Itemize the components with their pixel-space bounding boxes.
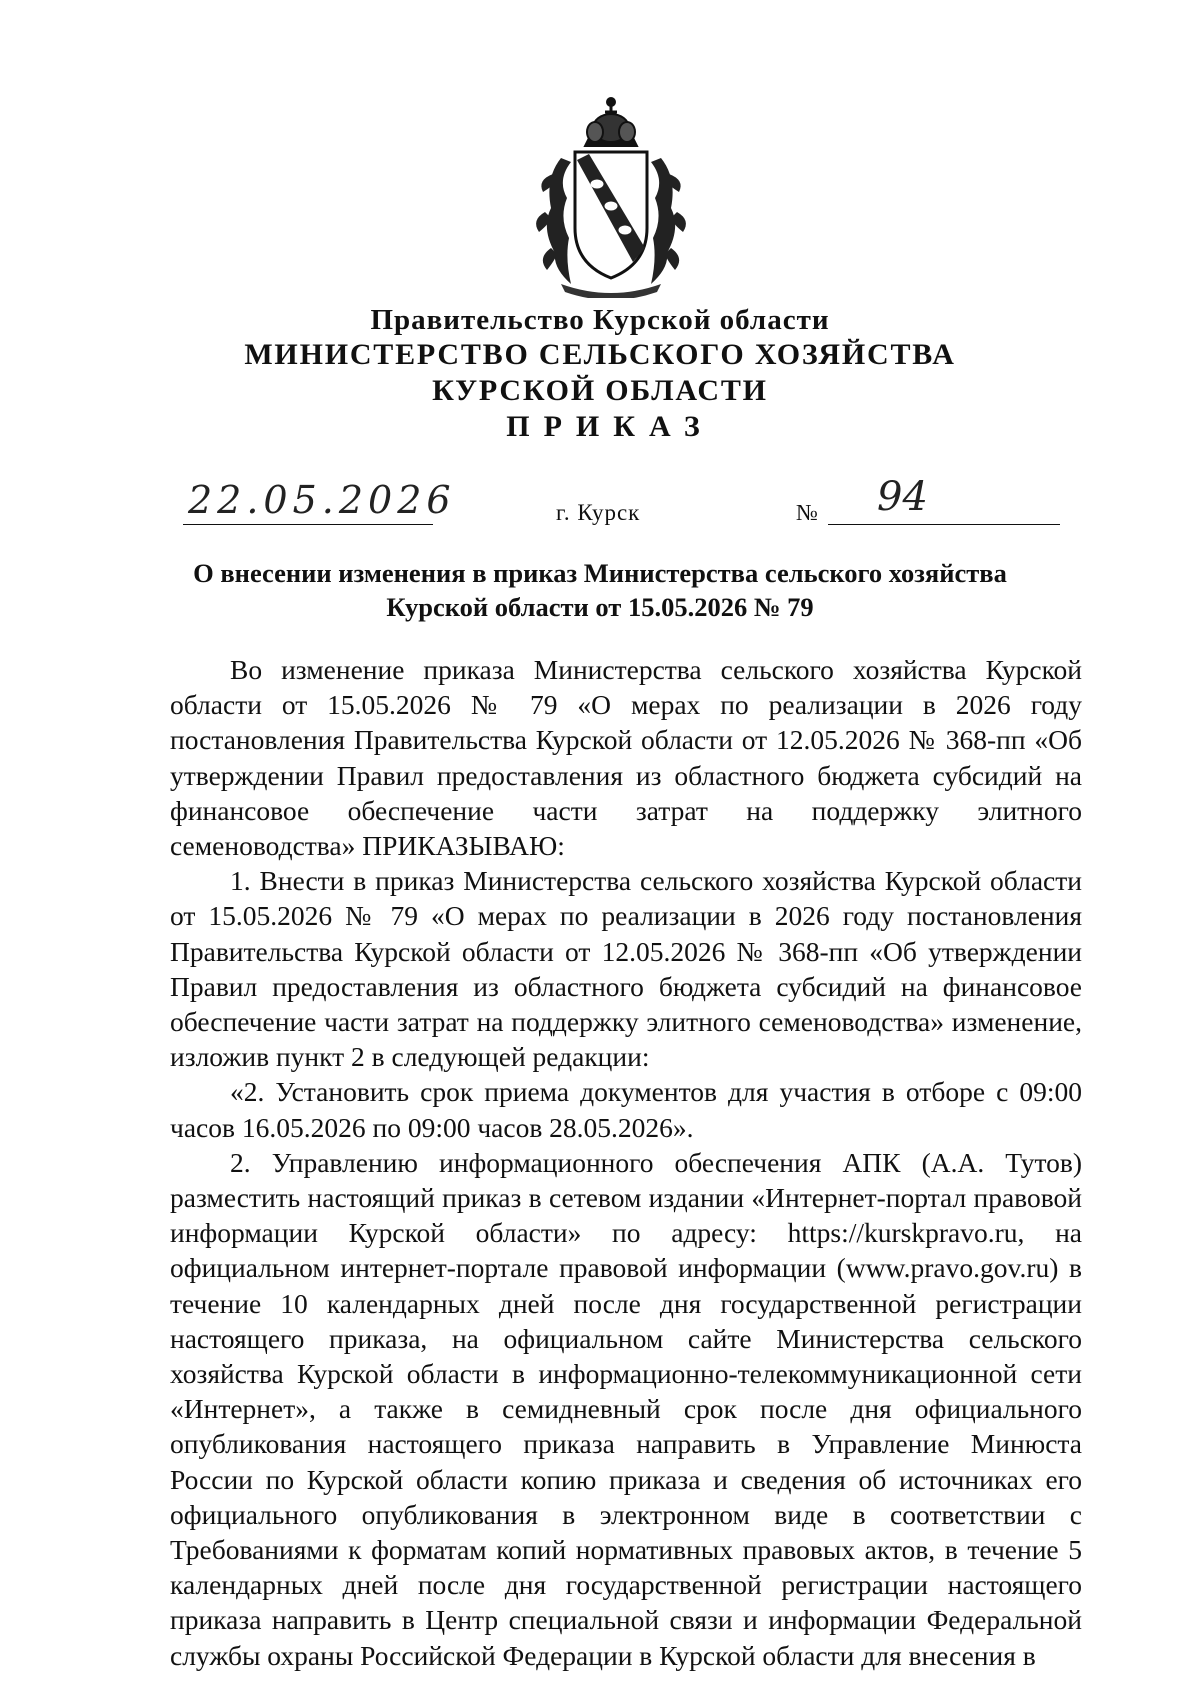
number-underline [828, 484, 1060, 525]
title-line1: О внесении изменения в приказ Министерства сельского хозяйства [193, 558, 1007, 588]
paragraph-item-2: 2. Управлению информационного обеспечения АПК (А.А. Тутов) разместить настоящий приказ в сетевом издании «Интернет-портал правовой информации Курской области» по адресу: https://kurskpravo.ru, на официальном интернет-портале правовой информации (www.pravo.gov.ru) в течение 10 календарных дней после дня государственной регистрации настоящего приказа, на официальном сайте Министерства сельского хозяйства Курской области в информационно-телекоммуникационной сети «Интернет», а также в семидневный срок после дня официального опубликования настоящего приказа направить в Управление Минюста России по Курской области копию приказа и сведения об источниках его официального опубликования в электронном виде в соответствии с Требованиями к форматам копий нормативных правовых актов, в течение 5 календарных дней после дня государственной регистрации настоящего приказа направить в Центр специальной связи и информации Федеральной службы охраны Российской Федерации в Курской области для внесения в [170, 1146, 1082, 1671]
ministry-name-line2: КУРСКОЙ ОБЛАСТИ [432, 374, 768, 407]
title-line2: Курской области от 15.05.2026 № 79 [386, 592, 814, 622]
paragraph-preamble: Во изменение приказа Министерства сельского хозяйства Курской области от 15.05.2026 № 79 «О мерах по реализации в 2026 году постановления Правительства Курской области от 12.05.2026 № 368-пп «Об утверждении Правил предоставления из областного бюджета субсидий на финансовое обеспечение части затрат на поддержку элитного семеноводства» ПРИКАЗЫВАЮ: [170, 654, 1082, 862]
paragraph-quoted-amendment: «2. Установить срок приема документов для участия в отборе с 09:00 часов 16.05.2026 по 09:00 часов 28.05.2026». [170, 1076, 1082, 1143]
paragraph-item-1: 1. Внести в приказ Министерства сельского хозяйства Курской области от 15.05.2026 № 79 «О мерах по реализации в 2026 году постановления Правительства Курской области от 12.05.2026 № 368-пп «Об утверждении Правил предоставления из областного бюджета субсидий на финансовое обеспечение части затрат на поддержку элитного семеноводства» изменение, изложив пункт 2 в следующей редакции: [170, 865, 1082, 1073]
coat-of-arms-icon [531, 88, 691, 298]
document-type: ПРИКАЗ [506, 410, 714, 443]
handwritten-number: 94 [877, 474, 928, 520]
document-title [0, 556, 1200, 624]
city-label: г. Курск [556, 500, 641, 525]
document-body [170, 652, 1082, 1673]
ministry-name-line1: МИНИСТЕРСТВО СЕЛЬСКОГО ХОЗЯЙСТВА [244, 338, 956, 371]
handwritten-date: 22.05.2026 [188, 478, 456, 522]
government-name: Правительство Курской области [370, 304, 830, 336]
number-label: № [796, 500, 818, 525]
